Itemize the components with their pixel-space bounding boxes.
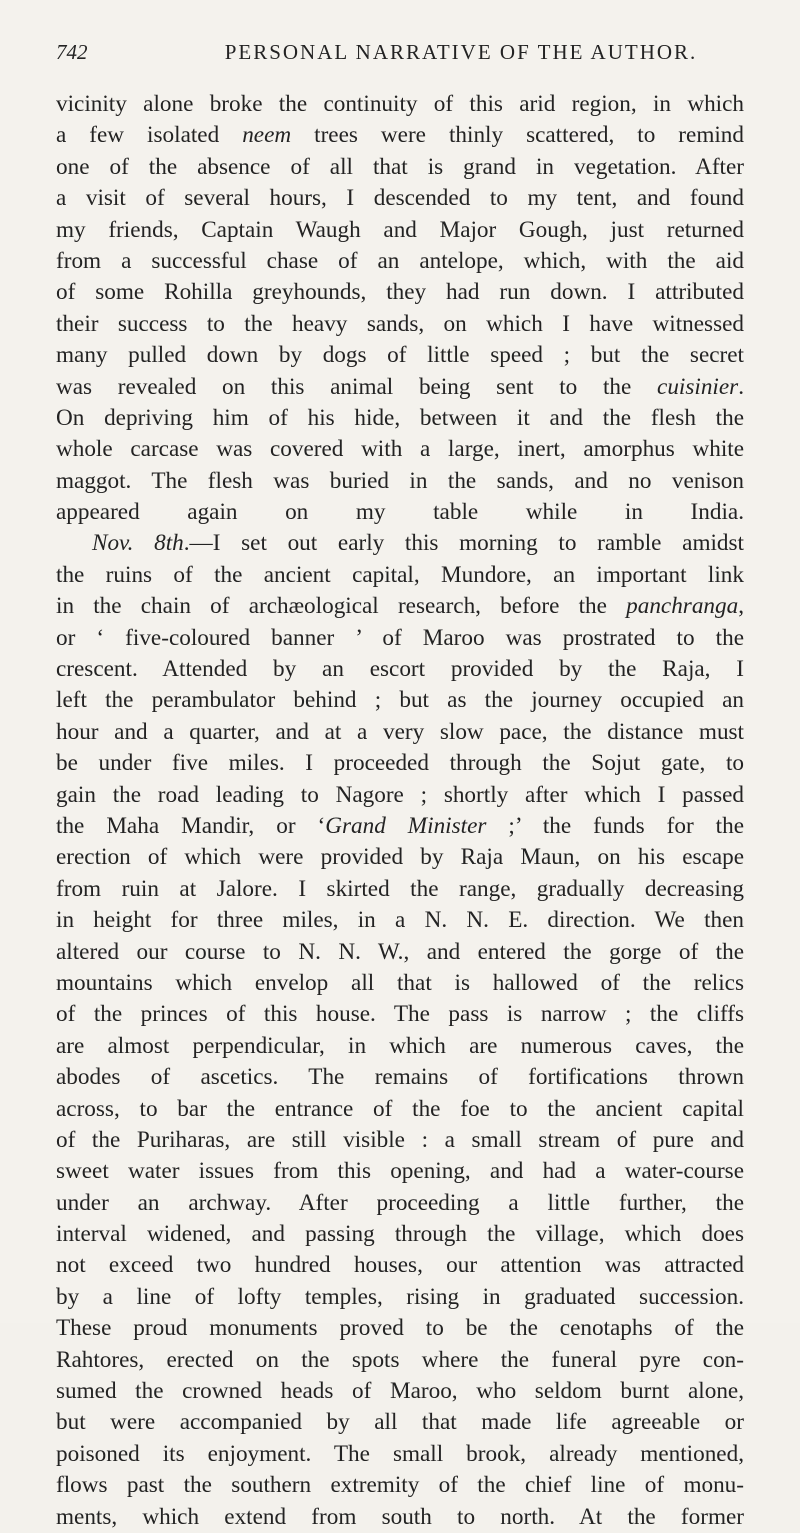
text-run: hour and a quarter, and at a very slow pace, the distance must	[56, 718, 744, 745]
italic-text: Grand Minister	[325, 812, 487, 839]
text-run: On depriving him of his hide, between it and the flesh the	[56, 404, 744, 431]
text-line	[56, 183, 744, 214]
text-line	[56, 623, 744, 654]
text-run: a few isolated	[56, 122, 243, 149]
text-line	[56, 1219, 744, 1250]
text-run: trees were thinly scattered, to remind	[291, 122, 744, 149]
text-line	[56, 1407, 744, 1438]
italic-text: cuisinier	[657, 373, 739, 400]
text-run: poisoned its enjoyment. The small brook, already mentioned,	[56, 1440, 744, 1467]
text-run: a visit of several hours, I descended to my tent, and found	[56, 185, 744, 212]
text-run: gain the road leading to Nagore ; shortly after which I passed	[56, 781, 744, 808]
text-run: abodes of ascetics. The remains of fortifications thrown	[56, 1064, 744, 1091]
text-run: from ruin at Jalore. I skirted the range, gradually decreasing	[56, 875, 744, 902]
text-line	[56, 591, 744, 622]
text-line	[56, 89, 744, 120]
text-line	[56, 1502, 744, 1533]
text-run: the Maha Mandir, or ‘	[56, 812, 326, 839]
text-run: flows past the southern extremity of the chief line of monu-	[56, 1472, 744, 1499]
text-run: be under five miles. I proceeded through the Sojut gate, to	[56, 750, 744, 777]
text-run: are almost perpendicular, in which are numerous caves, the	[56, 1032, 744, 1059]
text-line	[56, 905, 744, 936]
text-line	[56, 811, 744, 842]
text-line	[56, 1470, 744, 1501]
text-run: by a line of lofty temples, rising in graduated succession.	[56, 1283, 744, 1310]
text-run: whole carcase was covered with a large, inert, amorphus white	[56, 436, 744, 463]
text-run: crescent. Attended by an escort provided by the Raja, I	[56, 656, 744, 683]
text-run: the ruins of the ancient capital, Mundore, an important link	[56, 561, 744, 588]
text-line	[56, 1376, 744, 1407]
text-line	[56, 120, 744, 151]
text-run: interval widened, and passing through the village, which does	[56, 1221, 744, 1248]
text-line	[56, 968, 744, 999]
text-line	[56, 1062, 744, 1093]
text-run: vicinity alone broke the continuity of this arid region, in which	[56, 91, 744, 117]
text-line	[56, 1282, 744, 1313]
text-line	[56, 937, 744, 968]
text-run: their success to the heavy sands, on which I have witnessed	[56, 310, 744, 337]
text-line	[56, 685, 744, 716]
text-line	[56, 1188, 744, 1219]
text-line	[56, 1250, 744, 1281]
text-run: appeared again on my table while in India.	[56, 499, 744, 526]
text-line	[56, 528, 744, 559]
text-line	[56, 1094, 744, 1125]
text-line	[56, 874, 744, 905]
text-line	[56, 1156, 744, 1187]
text-line	[56, 277, 744, 308]
text-line	[56, 215, 744, 246]
text-run: across, to bar the entrance of the foe to the ancient capital	[56, 1095, 744, 1122]
text-run: under an archway. After proceeding a little further, the	[56, 1189, 744, 1216]
text-run: in height for three miles, in a N. N. E. direction. We then	[56, 907, 744, 934]
text-run: sumed the crowned heads of Maroo, who seldom burnt alone,	[56, 1378, 744, 1405]
text-line	[56, 434, 744, 465]
text-line	[56, 1313, 744, 1344]
text-line	[56, 748, 744, 779]
text-run: altered our course to N. N. W., and entered the gorge of the	[56, 938, 744, 965]
text-line	[56, 1125, 744, 1156]
text-run: .—I set out early this morning to ramble amidst	[183, 530, 744, 557]
text-run: my friends, Captain Waugh and Major Gough, just returned	[56, 216, 744, 243]
text-line	[56, 309, 744, 340]
text-line	[56, 403, 744, 434]
text-run: of the Puriharas, are still visible : a small stream of pure and	[56, 1126, 744, 1153]
text-line	[56, 560, 744, 591]
text-run: many pulled down by dogs of little speed ; but the secret	[56, 342, 744, 369]
text-run: ;’ the funds for the	[486, 812, 745, 839]
text-run: or ‘ five-coloured banner ’ of Maroo was prostrated to the	[56, 624, 744, 651]
page-number: 742	[56, 40, 88, 64]
text-run: ,	[738, 593, 744, 620]
text-line	[56, 717, 744, 748]
text-line	[56, 999, 744, 1030]
italic-text: panchranga	[626, 593, 739, 620]
text-line	[56, 780, 744, 811]
text-line	[56, 152, 744, 183]
text-run: of the princes of this house. The pass is narrow ; the cliffs	[56, 1001, 744, 1028]
text-run: of some Rohilla greyhounds, they had run down. I attributed	[56, 279, 744, 306]
text-run: not exceed two hundred houses, our attention was attracted	[56, 1252, 744, 1279]
text-run: left the perambulator behind ; but as the journey occupied an	[56, 687, 744, 714]
text-line	[56, 1439, 744, 1470]
body-text	[56, 89, 744, 1533]
text-line	[56, 466, 744, 497]
text-run: maggot. The flesh was buried in the sands, and no venison	[56, 467, 744, 494]
italic-text: neem	[242, 122, 292, 149]
running-header	[56, 40, 746, 68]
italic-text: Nov. 8th	[92, 530, 184, 557]
text-run: from a successful chase of an antelope, which, with the aid	[56, 247, 744, 274]
text-line	[56, 497, 744, 528]
text-line	[56, 654, 744, 685]
text-run: but were accompanied by all that made life agreeable or	[56, 1409, 744, 1436]
text-line	[56, 1031, 744, 1062]
text-run: Rahtores, erected on the spots where the funeral pyre con-	[56, 1346, 744, 1373]
text-line	[56, 340, 744, 371]
text-run: ments, which extend from south to north. At the former	[56, 1503, 744, 1530]
text-run: mountains which envelop all that is hallowed of the relics	[56, 969, 744, 996]
text-line	[56, 1345, 744, 1376]
text-run: .	[738, 373, 744, 400]
running-title: PERSONAL NARRATIVE OF THE AUTHOR.	[224, 40, 698, 64]
text-run: These proud monuments proved to be the cenotaphs of the	[56, 1315, 744, 1342]
text-run: was revealed on this animal being sent to the	[56, 373, 658, 400]
text-run: sweet water issues from this opening, and had a water-course	[56, 1158, 744, 1185]
text-line	[56, 246, 744, 277]
text-run: in the chain of archæological research, before the	[56, 593, 627, 620]
text-line	[56, 842, 744, 873]
text-run: one of the absence of all that is grand in vegetation. After	[56, 153, 744, 180]
text-run: erection of which were provided by Raja Maun, on his escape	[56, 844, 744, 871]
text-line	[56, 372, 744, 403]
